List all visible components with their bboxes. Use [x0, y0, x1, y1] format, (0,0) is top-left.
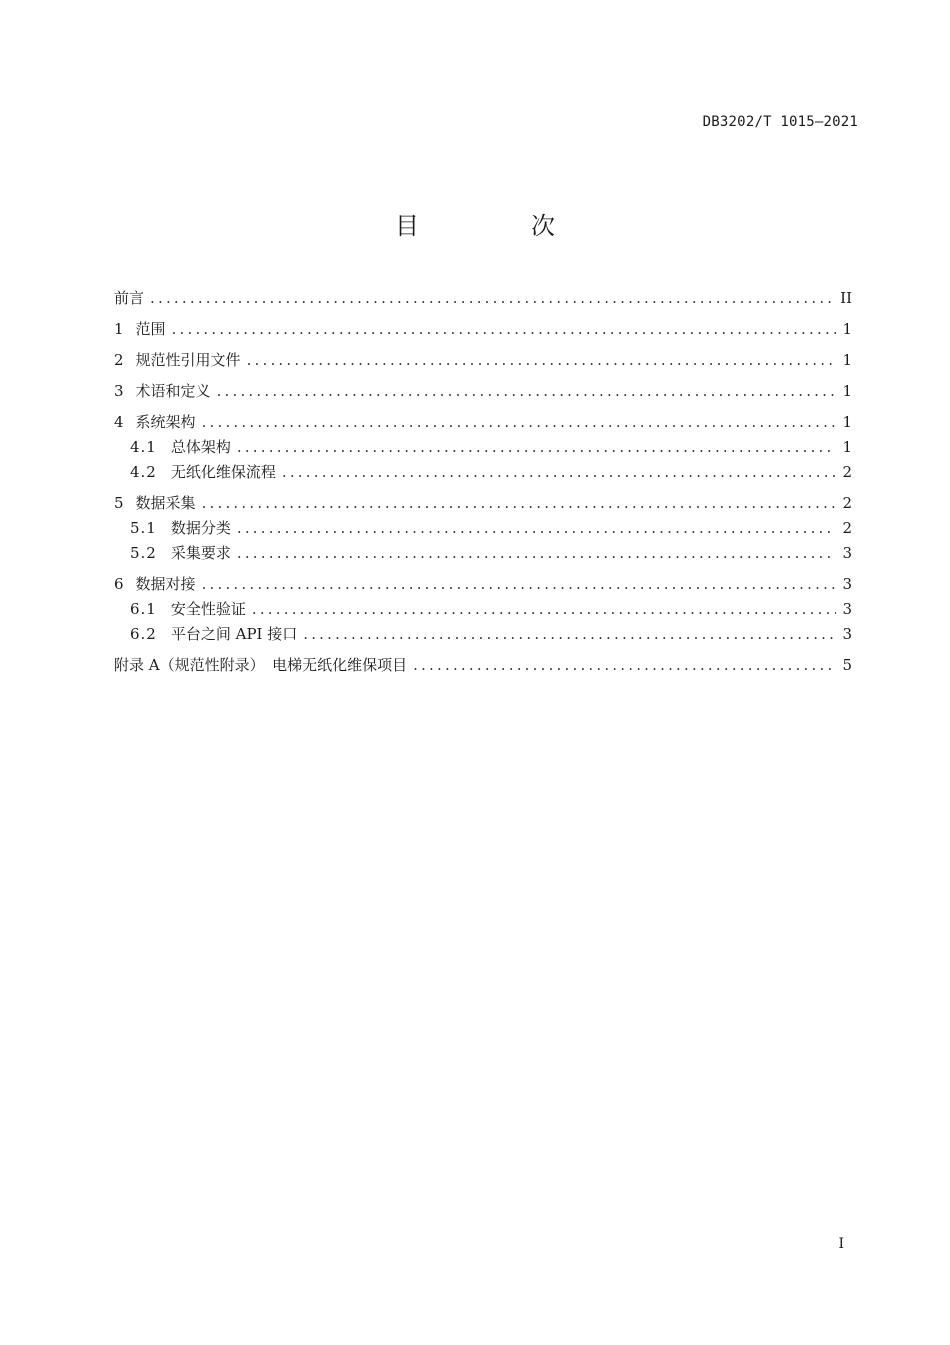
toc-leader-dots — [247, 348, 836, 373]
toc-entry[interactable] — [114, 286, 852, 311]
toc-entry-number: 5 — [114, 494, 124, 512]
toc-entry-number: 6.1 — [130, 600, 157, 618]
toc-entry-number: 4.2 — [130, 463, 157, 481]
toc-subentry[interactable] — [114, 435, 852, 460]
toc-entry-page: 1 — [842, 382, 852, 400]
toc-entry-number: 2 — [114, 351, 124, 369]
toc-entry-page: 3 — [842, 600, 852, 618]
toc-entry-page: 2 — [842, 519, 852, 537]
toc-leader-dots — [172, 317, 836, 342]
toc-subentry[interactable] — [114, 622, 852, 647]
toc-entry-text: 附录 A（规范性附录） 电梯无纸化维保项目 — [114, 656, 408, 674]
toc-entry-text: 平台之间 API 接口 — [170, 625, 298, 643]
toc-leader-dots — [237, 516, 836, 541]
toc-leader-dots — [237, 541, 836, 566]
document-code: DB3202/T 1015—2021 — [702, 114, 858, 130]
toc-entry[interactable] — [114, 379, 852, 404]
toc-entry-page: 3 — [842, 625, 852, 643]
toc-entry-text: 总体架构 — [170, 438, 231, 456]
toc-leader-dots — [282, 460, 836, 485]
toc-entry-page: 1 — [842, 438, 852, 456]
toc-entry-page: 1 — [842, 320, 852, 338]
table-of-contents — [114, 286, 852, 678]
toc-entry-text: 采集要求 — [170, 544, 231, 562]
toc-entry-text: 范围 — [135, 320, 166, 338]
toc-entry-text: 安全性验证 — [170, 600, 246, 618]
toc-leader-dots — [202, 491, 836, 516]
toc-entry[interactable] — [114, 491, 852, 516]
toc-leader-dots — [413, 653, 836, 678]
toc-entry-page: 3 — [842, 575, 852, 593]
toc-entry[interactable] — [114, 653, 852, 678]
toc-leader-dots — [237, 435, 836, 460]
toc-entry-number: 6 — [114, 575, 124, 593]
toc-entry[interactable] — [114, 348, 852, 373]
toc-entry-text: 数据采集 — [135, 494, 196, 512]
toc-entry-page: 5 — [842, 656, 852, 674]
toc-entry-number: 4.1 — [130, 438, 157, 456]
toc-entry-text: 数据对接 — [135, 575, 196, 593]
toc-entry-number: 4 — [114, 413, 124, 431]
toc-entry-page: 2 — [842, 463, 852, 481]
toc-entry-text: 数据分类 — [170, 519, 231, 537]
page-title: 目 次 — [395, 212, 599, 240]
toc-entry-text: 规范性引用文件 — [135, 351, 241, 369]
toc-entry-number: 1 — [114, 320, 124, 338]
toc-leader-dots — [202, 410, 836, 435]
toc-subentry[interactable] — [114, 516, 852, 541]
toc-entry-number: 5.1 — [130, 519, 157, 537]
toc-entry-text: 术语和定义 — [135, 382, 211, 400]
toc-entry-number: 5.2 — [130, 544, 157, 562]
toc-leader-dots — [202, 572, 836, 597]
toc-entry-text: 前言 — [114, 289, 145, 307]
toc-subentry[interactable] — [114, 460, 852, 485]
toc-entry-text: 无纸化维保流程 — [170, 463, 276, 481]
toc-entry-page: 1 — [842, 351, 852, 369]
toc-entry-page: 2 — [842, 494, 852, 512]
toc-leader-dots — [150, 286, 834, 311]
toc-entry-text: 系统架构 — [135, 413, 196, 431]
toc-entry[interactable] — [114, 410, 852, 435]
toc-entry-page: II — [840, 289, 852, 307]
toc-entry[interactable] — [114, 317, 852, 342]
toc-entry-page: 3 — [842, 544, 852, 562]
toc-entry-number: 3 — [114, 382, 124, 400]
toc-subentry[interactable] — [114, 541, 852, 566]
toc-leader-dots — [252, 597, 836, 622]
toc-entry[interactable] — [114, 572, 852, 597]
page-number: I — [838, 1236, 844, 1252]
toc-entry-number: 6.2 — [130, 625, 157, 643]
toc-leader-dots — [217, 379, 836, 404]
toc-entry-page: 1 — [842, 413, 852, 431]
toc-leader-dots — [303, 622, 836, 647]
toc-subentry[interactable] — [114, 597, 852, 622]
